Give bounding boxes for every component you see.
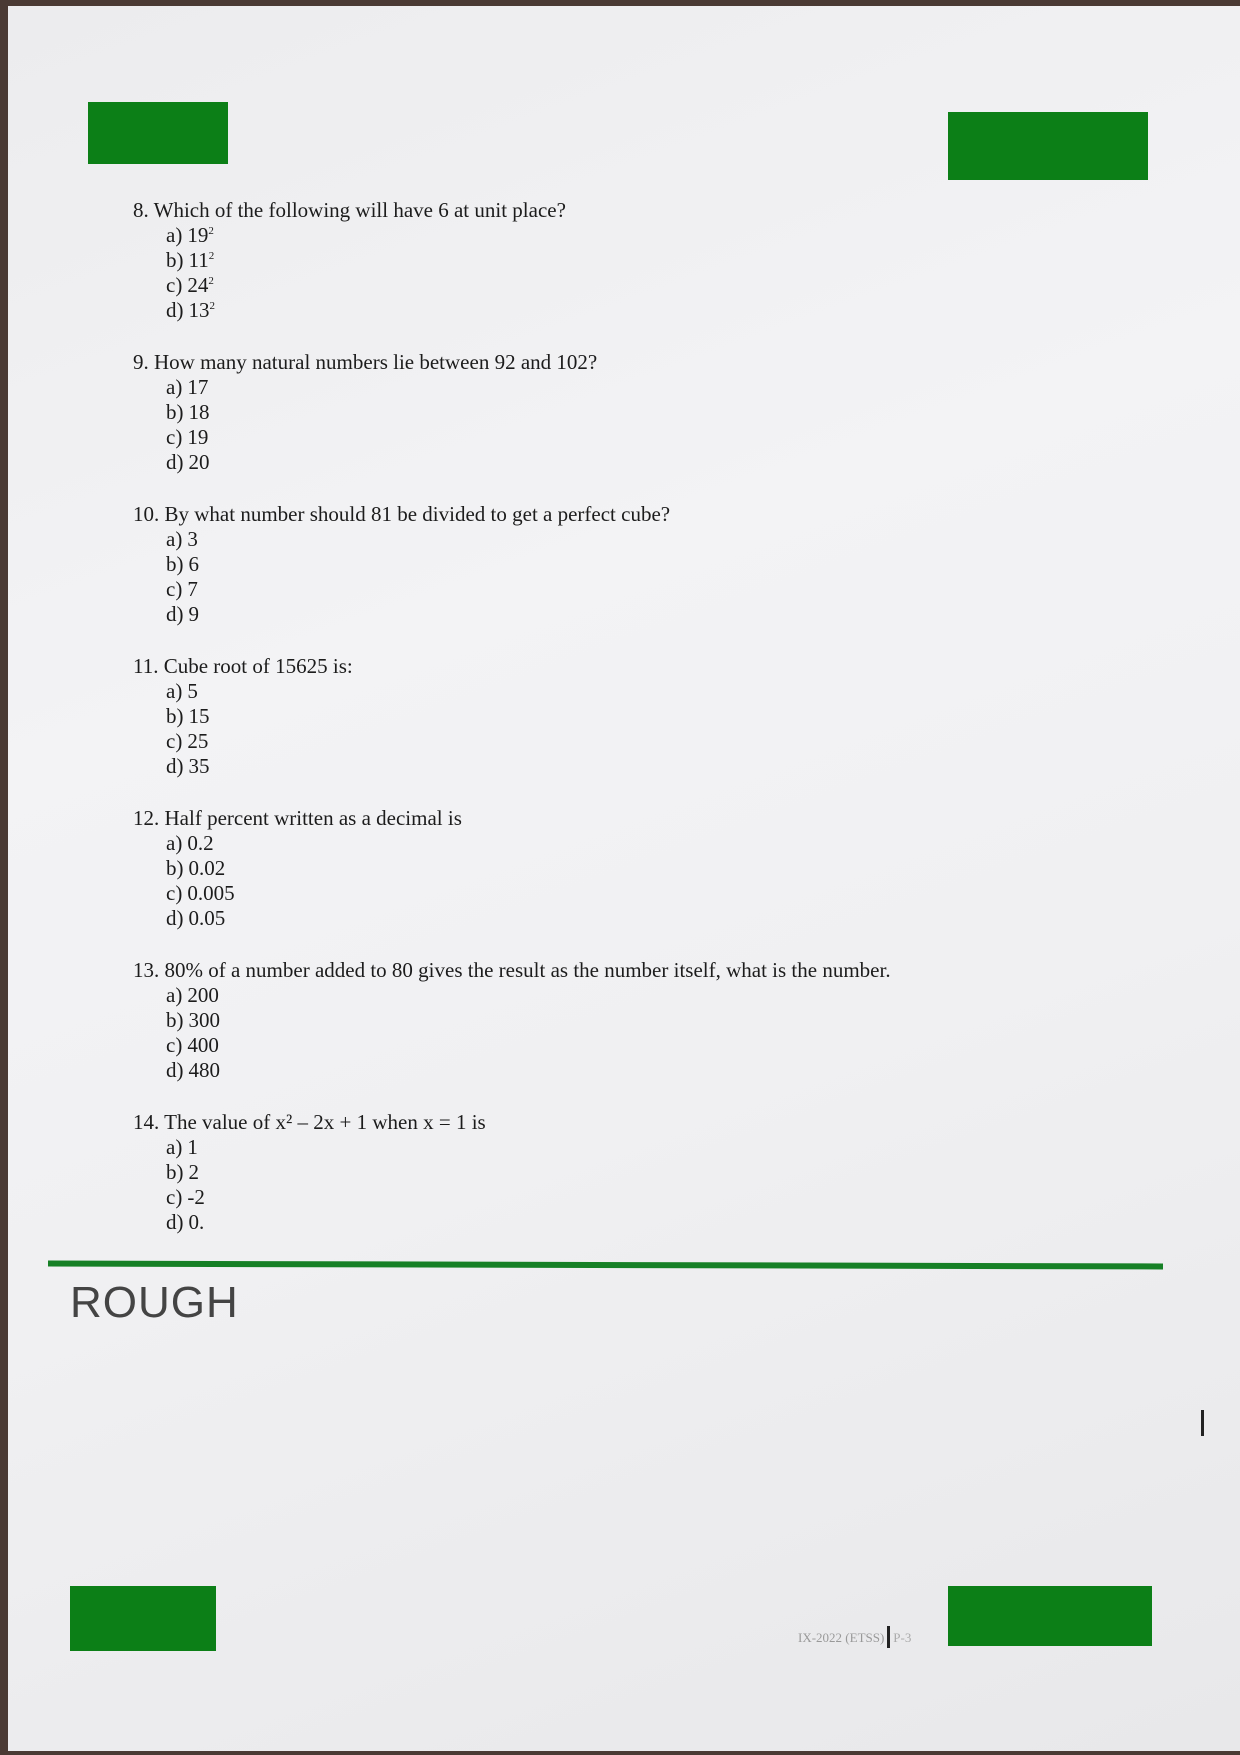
- question-11: [133, 654, 1033, 779]
- question-text: [133, 1110, 1033, 1135]
- question-10: [133, 502, 1033, 627]
- option-label: b): [166, 856, 184, 880]
- option-exponent: 2: [208, 250, 215, 262]
- option-list: [166, 527, 1033, 627]
- option-item: [166, 754, 1033, 779]
- option-label: b): [166, 248, 184, 272]
- question-stem: The value of x² – 2x + 1 when x = 1 is: [164, 1110, 486, 1134]
- option-value: 24: [187, 273, 209, 297]
- question-number: 11.: [133, 654, 159, 678]
- option-value: 400: [187, 1033, 219, 1057]
- alignment-marker-top-left: [88, 102, 228, 164]
- option-value: 480: [188, 1058, 220, 1082]
- option-list: [166, 983, 1033, 1083]
- option-item: [166, 298, 1033, 323]
- option-label: c): [166, 577, 183, 601]
- option-value: 200: [187, 983, 219, 1007]
- option-item: [166, 1160, 1033, 1185]
- option-value: 300: [188, 1008, 220, 1032]
- option-item: [166, 223, 1033, 248]
- option-value: 11: [188, 248, 209, 272]
- question-text: [133, 198, 1033, 223]
- footer-separator: [887, 1626, 890, 1648]
- option-item: [166, 375, 1033, 400]
- question-stem: 80% of a number added to 80 gives the result as the number itself, what is the number.: [164, 958, 891, 982]
- option-item: [166, 248, 1033, 273]
- question-stem: How many natural numbers lie between 92 and 102?: [154, 350, 598, 374]
- option-value: 2: [188, 1160, 199, 1184]
- option-label: c): [166, 881, 183, 905]
- option-label: c): [166, 273, 183, 297]
- option-label: d): [166, 450, 184, 474]
- page-footer: [798, 1626, 911, 1648]
- alignment-marker-bottom-left: [70, 1586, 216, 1651]
- question-stem: Cube root of 15625 is:: [163, 654, 353, 678]
- option-item: [166, 729, 1033, 754]
- option-value: 19: [187, 425, 209, 449]
- option-label: d): [166, 906, 184, 930]
- question-number: 14.: [133, 1110, 160, 1134]
- question-number: 8.: [133, 198, 149, 222]
- question-text: [133, 958, 1033, 983]
- option-item: [166, 527, 1033, 552]
- option-label: d): [166, 298, 184, 322]
- question-14: [133, 1110, 1033, 1235]
- question-stem: By what number should 81 be divided to get a perfect cube?: [164, 502, 671, 526]
- question-9: [133, 350, 1033, 475]
- option-label: c): [166, 1185, 183, 1209]
- option-exponent: 2: [209, 300, 215, 312]
- option-value: 25: [187, 729, 209, 753]
- question-number: 12.: [133, 806, 160, 830]
- question-number: 9.: [133, 350, 149, 374]
- question-number: 13.: [133, 958, 160, 982]
- question-list: [133, 198, 1033, 1262]
- option-item: [166, 577, 1033, 602]
- option-label: b): [166, 400, 184, 424]
- option-item: [166, 906, 1033, 931]
- option-item: [166, 983, 1033, 1008]
- option-value: -2: [187, 1185, 205, 1209]
- option-value: 15: [188, 704, 210, 728]
- option-item: [166, 679, 1033, 704]
- option-value: 3: [187, 527, 198, 551]
- question-text: [133, 350, 1033, 375]
- option-value: 6: [188, 552, 199, 576]
- question-13: [133, 958, 1033, 1083]
- option-label: a): [166, 375, 183, 399]
- option-label: a): [166, 1135, 183, 1159]
- option-list: [166, 831, 1033, 931]
- option-value: 0.: [188, 1210, 205, 1234]
- option-item: [166, 400, 1033, 425]
- option-label: d): [166, 602, 184, 626]
- option-label: b): [166, 1008, 184, 1032]
- question-text: [133, 806, 1033, 831]
- option-value: 1: [187, 1135, 198, 1159]
- option-value: 9: [188, 602, 199, 626]
- option-label: b): [166, 704, 184, 728]
- option-label: d): [166, 1210, 184, 1234]
- option-label: c): [166, 425, 183, 449]
- question-number: 10.: [133, 502, 160, 526]
- option-item: [166, 1008, 1033, 1033]
- option-value: 13: [188, 298, 210, 322]
- option-value: 18: [188, 400, 210, 424]
- question-text: [133, 654, 1033, 679]
- option-item: [166, 1058, 1033, 1083]
- option-label: c): [166, 729, 183, 753]
- option-item: [166, 704, 1033, 729]
- option-label: d): [166, 754, 184, 778]
- option-item: [166, 881, 1033, 906]
- question-stem: Which of the following will have 6 at unit place?: [153, 198, 566, 222]
- option-item: [166, 1135, 1033, 1160]
- option-value: 0.05: [188, 906, 226, 930]
- option-list: [166, 1135, 1033, 1235]
- option-item: [166, 1210, 1033, 1235]
- option-label: c): [166, 1033, 183, 1057]
- option-label: d): [166, 1058, 184, 1082]
- page-number: P-3: [893, 1630, 912, 1645]
- exam-page: [8, 6, 1240, 1751]
- option-label: a): [166, 679, 183, 703]
- option-value: 5: [187, 679, 198, 703]
- option-list: [166, 375, 1033, 475]
- alignment-marker-top-right: [948, 112, 1148, 180]
- option-item: [166, 602, 1033, 627]
- option-value: 0.005: [187, 881, 235, 905]
- option-value: 35: [188, 754, 210, 778]
- option-value: 19: [187, 223, 209, 247]
- option-item: [166, 552, 1033, 577]
- question-8: [133, 198, 1033, 323]
- question-12: [133, 806, 1033, 931]
- option-item: [166, 425, 1033, 450]
- option-value: 0.02: [188, 856, 226, 880]
- rough-work-heading: ROUGH: [70, 1278, 239, 1327]
- option-value: 20: [188, 450, 210, 474]
- option-item: [166, 273, 1033, 298]
- option-label: a): [166, 527, 183, 551]
- option-label: a): [166, 983, 183, 1007]
- option-value: 0.2: [187, 831, 214, 855]
- option-item: [166, 1033, 1033, 1058]
- option-label: b): [166, 552, 184, 576]
- option-list: [166, 679, 1033, 779]
- option-value: 17: [187, 375, 209, 399]
- alignment-marker-bottom-right: [948, 1586, 1152, 1646]
- pen-mark: [1201, 1410, 1204, 1436]
- option-value: 7: [187, 577, 198, 601]
- option-exponent: 2: [208, 275, 214, 287]
- option-item: [166, 1185, 1033, 1210]
- option-item: [166, 450, 1033, 475]
- option-label: a): [166, 831, 183, 855]
- option-label: a): [166, 223, 183, 247]
- option-item: [166, 856, 1033, 881]
- option-list: [166, 223, 1033, 323]
- option-exponent: 2: [208, 225, 214, 237]
- exam-code: IX-2022 (ETSS): [798, 1630, 885, 1645]
- question-text: [133, 502, 1033, 527]
- option-label: b): [166, 1160, 184, 1184]
- question-stem: Half percent written as a decimal is: [164, 806, 462, 830]
- option-item: [166, 831, 1033, 856]
